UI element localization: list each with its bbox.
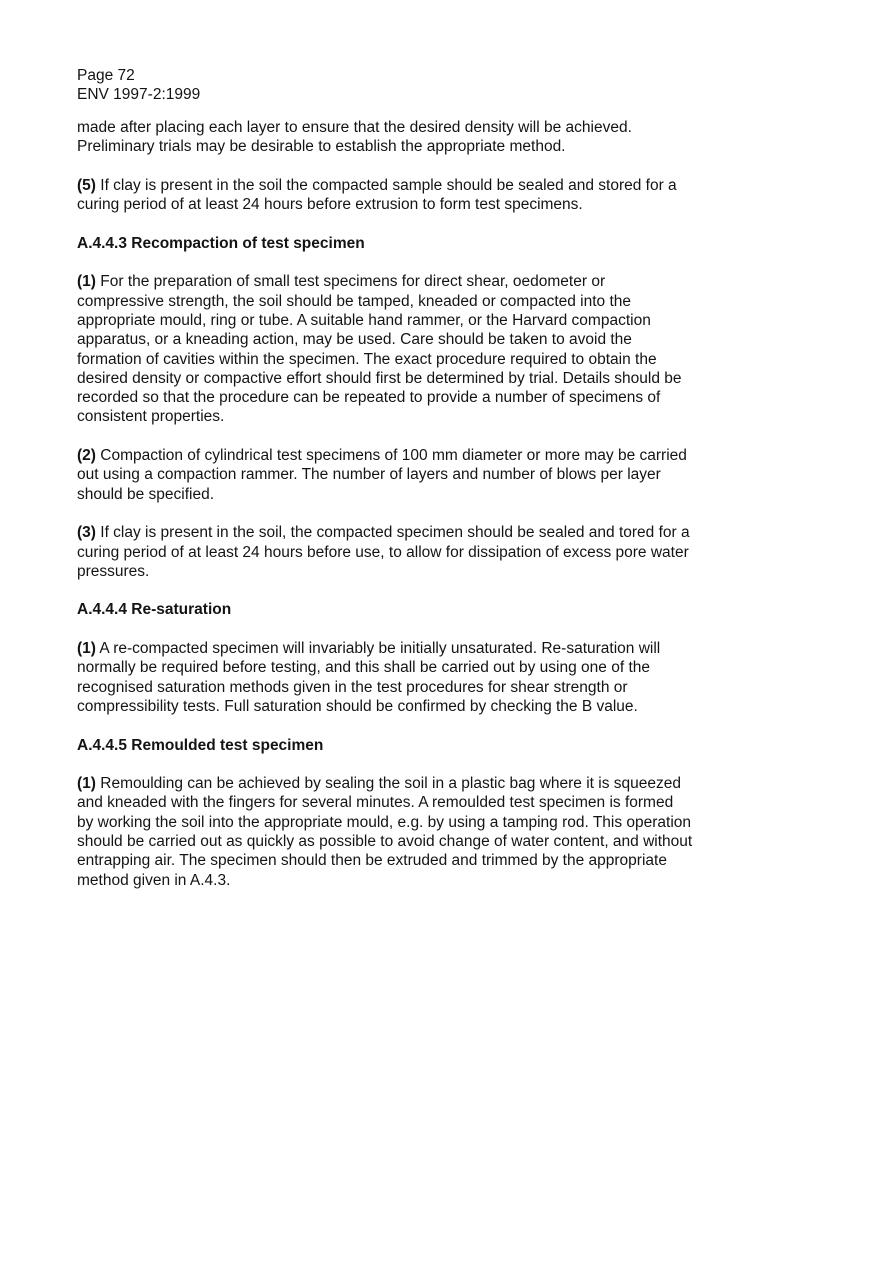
line-text: If clay is present in the soil the compacted sample should be sealed and stored for a (95, 176, 677, 194)
line-text: recorded so that the procedure can be repeated to provide a number of specimens of (77, 389, 661, 407)
paragraph-line (77, 697, 757, 716)
paragraph-line (77, 871, 757, 890)
paragraph-line (77, 832, 757, 851)
line-text: desired density or compactive effort should first be determined by trial. Details should be (77, 369, 682, 387)
line-text: For the preparation of small test specimens for direct shear, oedometer or (95, 273, 606, 291)
line-text: formation of cavities within the specimen. The exact procedure required to obtain the (77, 350, 657, 368)
paragraph-line (77, 639, 757, 658)
paragraph (77, 272, 757, 426)
paragraph-line (77, 292, 757, 311)
page-number: Page 72 (77, 67, 135, 84)
paragraph-line (77, 774, 757, 793)
page-header (77, 66, 200, 104)
paragraph-line (77, 851, 757, 870)
clause-number: (3) (77, 524, 96, 542)
paragraph-spacer (77, 581, 757, 600)
paragraph-line (77, 176, 757, 195)
paragraph-line (77, 465, 757, 484)
paragraph-line (77, 272, 757, 291)
paragraph-line (77, 388, 757, 407)
line-text: appropriate mould, ring or tube. A suitable hand rammer, or the Harvard compaction (77, 311, 651, 329)
clause-number: (1) (77, 775, 96, 793)
paragraph-spacer (77, 755, 757, 774)
line-text: normally be required before testing, and this shall be carried out by using one of the (77, 659, 650, 677)
line-text: and kneaded with the fingers for several minutes. A remoulded test specimen is formed (77, 794, 674, 812)
paragraph-line (77, 485, 757, 504)
line-text: should be carried out as quickly as possible to avoid change of water content, and without (77, 832, 693, 850)
line-text: by working the soil into the appropriate mould, e.g. by using a tamping rod. This operation (77, 813, 692, 831)
paragraph (77, 639, 757, 716)
paragraph-spacer (77, 620, 757, 639)
document-id: ENV 1997-2:1999 (77, 86, 201, 103)
paragraph (77, 446, 757, 504)
clause-number: (2) (77, 447, 96, 465)
line-text: Remoulding can be achieved by sealing the soil in a plastic bag where it is squeezed (95, 775, 682, 793)
paragraph (77, 176, 757, 215)
paragraph-line (77, 311, 757, 330)
line-text: If clay is present in the soil, the compacted specimen should be sealed and tored for a (95, 524, 690, 542)
clause-number: (1) (77, 273, 96, 291)
line-text: consistent properties. (77, 408, 225, 426)
paragraph-line (77, 350, 757, 369)
line-text: compressive strength, the soil should be tamped, kneaded or compacted into the (77, 292, 632, 310)
paragraph (77, 523, 757, 581)
clause-number: (1) (77, 640, 96, 658)
paragraph-spacer (77, 214, 757, 233)
line-text: should be specified. (77, 485, 215, 503)
paragraph-line (77, 330, 757, 349)
paragraph-line (77, 446, 757, 465)
paragraph-spacer (77, 157, 757, 176)
paragraph-line (77, 369, 757, 388)
paragraph-spacer (77, 427, 757, 446)
paragraph-spacer (77, 504, 757, 523)
paragraph-line (77, 813, 757, 832)
paragraph-line (77, 793, 757, 812)
line-text: apparatus, or a kneading action, may be used. Care should be taken to avoid the (77, 331, 632, 349)
line-text: recognised saturation methods given in the test procedures for shear strength or (77, 678, 628, 696)
section-heading: A.4.4.3 Recompaction of test specimen (77, 234, 365, 252)
paragraph-line (77, 658, 757, 677)
paragraph-line (77, 543, 757, 562)
paragraph (77, 774, 757, 890)
line-text: entrapping air. The specimen should then be extruded and trimmed by the appropriate (77, 852, 667, 870)
line-text: curing period of at least 24 hours before use, to allow for dissipation of excess pore water (77, 543, 689, 561)
paragraph-line (77, 118, 757, 137)
paragraph-spacer (77, 716, 757, 735)
line-text: curing period of at least 24 hours before extrusion to form test specimens. (77, 196, 583, 214)
paragraph-line (77, 137, 757, 156)
line-text: Preliminary trials may be desirable to establish the appropriate method. (77, 138, 566, 156)
section-heading: A.4.4.4 Re-saturation (77, 601, 232, 619)
paragraph-line (77, 195, 757, 214)
line-text: Compaction of cylindrical test specimens of 100 mm diameter or more may be carried (95, 447, 687, 465)
line-text: compressibility tests. Full saturation should be confirmed by checking the B value. (77, 697, 638, 715)
section-heading: A.4.4.5 Remoulded test specimen (77, 736, 324, 754)
line-text: pressures. (77, 562, 150, 580)
paragraph-line (77, 407, 757, 426)
paragraph-line (77, 562, 757, 581)
paragraph-line (77, 523, 757, 542)
paragraph-spacer (77, 253, 757, 272)
line-text: out using a compaction rammer. The number of layers and number of blows per layer (77, 466, 661, 484)
paragraph (77, 118, 757, 157)
line-text: method given in A.4.3. (77, 871, 231, 889)
line-text: made after placing each layer to ensure that the desired density will be achieved. (77, 119, 632, 136)
document-body (77, 118, 757, 890)
line-text: A re-compacted specimen will invariably be initially unsaturated. Re-saturation will (95, 640, 661, 658)
clause-number: (5) (77, 176, 96, 194)
paragraph-line (77, 678, 757, 697)
